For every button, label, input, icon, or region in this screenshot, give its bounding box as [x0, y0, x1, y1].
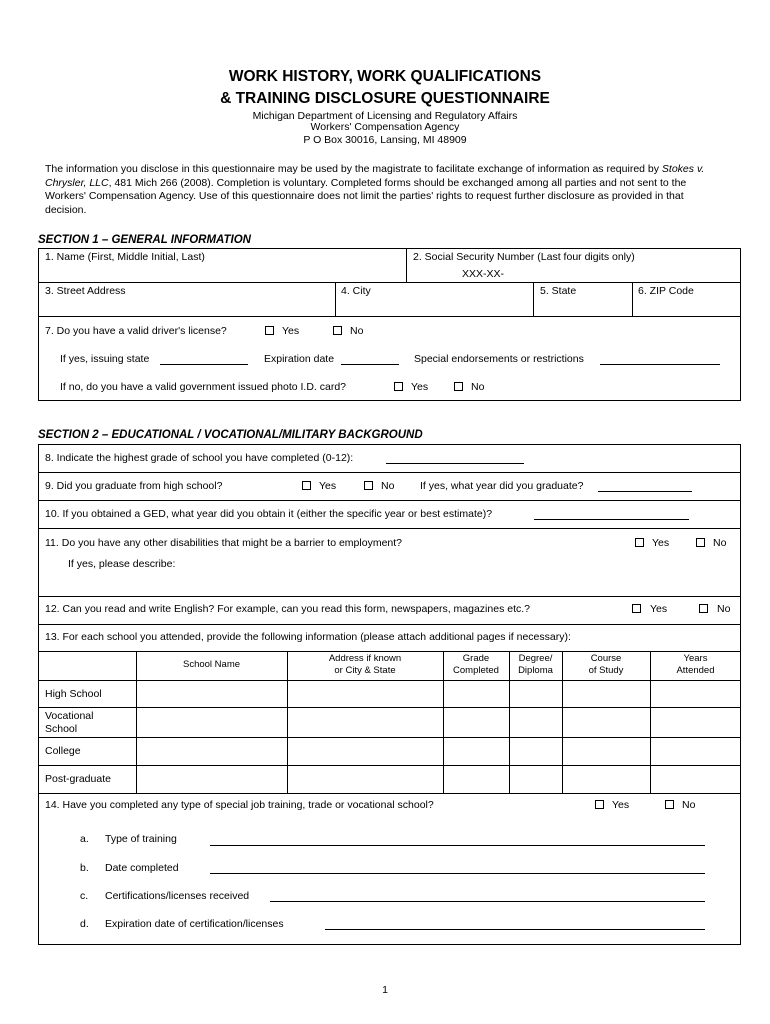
- col-course-of-study: [562, 653, 650, 677]
- certifications-field[interactable]: [270, 901, 705, 902]
- disabilities-no-label: No: [713, 537, 727, 549]
- col-course-line1: Course: [590, 653, 622, 664]
- drivers-license-yes-checkbox[interactable]: [265, 326, 274, 335]
- training-item-a-letter: a.: [80, 833, 89, 845]
- col-grade-line1: Grade: [462, 653, 490, 664]
- disabilities-describe-label: If yes, please describe:: [68, 558, 176, 570]
- high-school-graduate-no-label: No: [381, 480, 395, 492]
- intro-case-name: Stokes v. Chrysler, LLC: [45, 163, 705, 189]
- form-title-line1: WORK HISTORY, WORK QUALIFICATIONS: [228, 68, 542, 85]
- col-address-line2: or City & State: [334, 665, 396, 676]
- col-grade-completed: [443, 653, 509, 677]
- drivers-license-question: 7. Do you have a valid driver's license?: [45, 325, 227, 337]
- photo-id-no-checkbox[interactable]: [454, 382, 463, 391]
- agency-address: P O Box 30016, Lansing, MI 48909: [303, 134, 467, 146]
- high-school-graduate-no-checkbox[interactable]: [364, 481, 373, 490]
- row-vocational-line2: School: [45, 723, 78, 735]
- name-field-label: 1. Name (First, Middle Initial, Last): [45, 251, 205, 263]
- row-college: College: [45, 745, 81, 757]
- intro-paragraph: [45, 163, 727, 217]
- page-number: 1: [382, 984, 388, 996]
- agency-name: Michigan Department of Licensing and Regulatory Affairs: [252, 110, 518, 122]
- highest-grade-question: 8. Indicate the highest grade of school you have completed (0-12):: [45, 452, 354, 464]
- disabilities-yes-checkbox[interactable]: [635, 538, 644, 547]
- disabilities-question: 11. Do you have any other disabilities that might be a barrier to employment?: [45, 537, 402, 549]
- photo-id-yes-label: Yes: [411, 381, 429, 393]
- read-write-english-yes-checkbox[interactable]: [632, 604, 641, 613]
- expiration-date-label: Expiration date: [264, 353, 335, 365]
- ssn-field-label: 2. Social Security Number (Last four digits only): [413, 251, 635, 263]
- photo-id-yes-checkbox[interactable]: [394, 382, 403, 391]
- read-write-english-no-label: No: [717, 603, 731, 615]
- ged-question: 10. If you obtained a GED, what year did you obtain it (either the specific year or best estimate)?: [45, 508, 493, 520]
- state-label: 5. State: [540, 285, 577, 297]
- col-school-name: School Name: [182, 659, 241, 670]
- high-school-graduate-yes-label: Yes: [319, 480, 337, 492]
- photo-id-question: If no, do you have a valid government issued photo I.D. card?: [60, 381, 347, 393]
- graduation-year-label: If yes, what year did you graduate?: [420, 480, 584, 492]
- read-write-english-question: 12. Can you read and write English? For example, can you read this form, newspapers, magazines etc.?: [45, 603, 531, 615]
- read-write-english-no-checkbox[interactable]: [699, 604, 708, 613]
- special-training-question: 14. Have you completed any type of special job training, trade or vocational school?: [45, 799, 434, 811]
- form-title-line2: & TRAINING DISCLOSURE QUESTIONNAIRE: [220, 90, 550, 107]
- col-years-line2: Attended: [676, 665, 715, 676]
- col-degree-line1: Degree/: [518, 653, 553, 664]
- type-of-training-field[interactable]: [210, 845, 705, 846]
- certification-expiration-field[interactable]: [325, 929, 705, 930]
- drivers-license-yes-label: Yes: [282, 325, 300, 337]
- certifications-label: Certifications/licenses received: [105, 890, 250, 902]
- date-completed-field[interactable]: [210, 873, 705, 874]
- training-item-b-letter: b.: [80, 862, 89, 874]
- read-write-english-yes-label: Yes: [650, 603, 668, 615]
- issuing-state-label: If yes, issuing state: [60, 353, 150, 365]
- issuing-state-field[interactable]: [160, 364, 248, 365]
- drivers-license-no-label: No: [350, 325, 364, 337]
- intro-text-1: The information you disclose in this questionnaire may be used by the magistrate to facilitate exchange of information as required by: [45, 163, 662, 175]
- agency-division: Workers' Compensation Agency: [310, 121, 460, 133]
- street-address-label: 3. Street Address: [45, 285, 126, 297]
- row-vocational-line1: Vocational: [45, 710, 94, 722]
- type-of-training-label: Type of training: [105, 833, 177, 845]
- special-endorsements-field[interactable]: [600, 364, 720, 365]
- high-school-graduate-question: 9. Did you graduate from high school?: [45, 480, 223, 492]
- row-post-graduate: Post-graduate: [45, 773, 111, 785]
- col-address-line1: Address if known: [328, 653, 402, 664]
- col-degree-diploma: [509, 653, 562, 677]
- photo-id-no-label: No: [471, 381, 485, 393]
- drivers-license-no-checkbox[interactable]: [333, 326, 342, 335]
- training-item-d-letter: d.: [80, 918, 89, 930]
- high-school-graduate-yes-checkbox[interactable]: [302, 481, 311, 490]
- training-item-c-letter: c.: [80, 890, 89, 902]
- col-address: [287, 653, 443, 677]
- ged-year-field[interactable]: [534, 519, 689, 520]
- col-course-line2: of Study: [588, 665, 624, 676]
- section2-heading: SECTION 2 – EDUCATIONAL / VOCATIONAL/MILITARY BACKGROUND: [38, 429, 423, 441]
- zip-code-label: 6. ZIP Code: [638, 285, 694, 297]
- special-training-no-label: No: [682, 799, 696, 811]
- date-completed-label: Date completed: [105, 862, 179, 874]
- special-training-no-checkbox[interactable]: [665, 800, 674, 809]
- expiration-date-field[interactable]: [341, 364, 399, 365]
- graduation-year-field[interactable]: [598, 491, 692, 492]
- highest-grade-field[interactable]: [386, 463, 524, 464]
- col-years-line1: Years: [683, 653, 708, 664]
- col-years-attended: [650, 653, 741, 677]
- special-training-yes-label: Yes: [612, 799, 630, 811]
- section1-heading: SECTION 1 – GENERAL INFORMATION: [38, 234, 251, 246]
- col-degree-line2: Diploma: [518, 665, 553, 676]
- city-label: 4. City: [341, 285, 371, 297]
- intro-text-2: , 481 Mich 266 (2008). Completion is voluntary. Completed forms should be exchanged among all parties and not sent to the Workers' Compensation Agency. Use of this questionnaire does not limit the parties' rights to request further disclosure as provided in that decision.: [45, 176, 687, 216]
- disabilities-yes-label: Yes: [652, 537, 670, 549]
- row-high-school: High School: [45, 688, 102, 700]
- certification-expiration-label: Expiration date of certification/licenses: [105, 918, 284, 930]
- special-training-yes-checkbox[interactable]: [595, 800, 604, 809]
- special-endorsements-label: Special endorsements or restrictions: [414, 353, 584, 365]
- disabilities-no-checkbox[interactable]: [696, 538, 705, 547]
- schools-attended-question: 13. For each school you attended, provide the following information (please attach additional pages if necessary):: [45, 631, 571, 643]
- ssn-prefix: XXX-XX-: [462, 268, 505, 280]
- col-grade-line2: Completed: [453, 665, 499, 676]
